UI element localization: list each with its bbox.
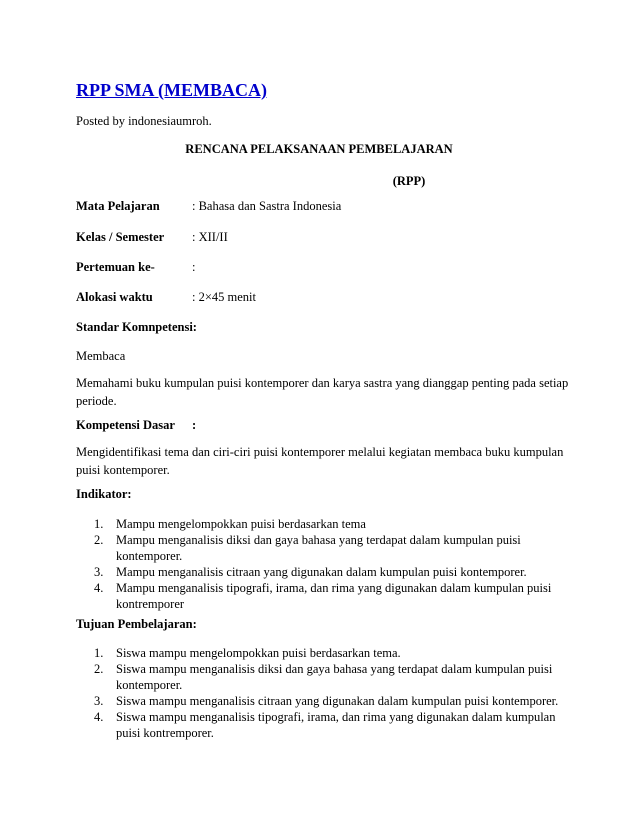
list-item: 4. Mampu menganalisis tipografi, irama, dan rima yang digunakan dalam kumpulan puisi kontremporer <box>94 581 552 611</box>
list-item: 1. Siswa mampu mengelompokkan puisi berdasarkan tema. <box>94 646 401 660</box>
kompetensi-dasar-text: Mengidentifikasi tema dan ciri-ciri puisi kontemporer melalui kegiatan membaca buku kumpulan puisi kontemporer. <box>76 445 564 477</box>
field-value-alokasi: : 2×45 menit <box>192 290 256 304</box>
indikator-label: Indikator: <box>76 487 132 501</box>
field-value-pertemuan: : <box>192 260 196 274</box>
field-label-mata-pelajaran: Mata Pelajaran <box>76 199 160 213</box>
document-title-link[interactable]: RPP SMA (MEMBACA) <box>76 80 267 100</box>
field-label-pertemuan: Pertemuan ke- <box>76 260 155 274</box>
field-label-alokasi: Alokasi waktu <box>76 290 153 304</box>
field-label-kelas: Kelas / Semester <box>76 230 165 244</box>
list-item: 3. Siswa mampu menganalisis citraan yang digunakan dalam kumpulan puisi kontemporer. <box>94 694 559 708</box>
posted-by: Posted by indonesiaumroh. <box>76 114 212 128</box>
tujuan-label: Tujuan Pembelajaran: <box>76 617 197 631</box>
list-item: 1. Mampu mengelompokkan puisi berdasarkan tema <box>94 517 366 531</box>
list-item: 4. Siswa mampu menganalisis tipografi, irama, dan rima yang digunakan dalam kumpulan puisi kontremporer. <box>94 710 556 740</box>
subheading-rpp: (RPP) <box>392 174 426 188</box>
list-item: 3. Mampu menganalisis citraan yang digunakan dalam kumpulan puisi kontemporer. <box>94 565 527 579</box>
list-item: 2. Siswa mampu menganalisis diksi dan gaya bahasa yang terdapat dalam kumpulan puisi kontemporer. <box>94 662 553 692</box>
field-value-kelas: : XII/II <box>192 230 228 244</box>
kompetensi-dasar-label: Kompetensi Dasar <box>76 418 175 432</box>
heading-rpp: RENCANA PELAKSANAAN PEMBELAJARAN <box>185 142 453 156</box>
standar-kompetensi-sub: Membaca <box>76 349 126 363</box>
standar-kompetensi-text: Memahami buku kumpulan puisi kontemporer dan karya sastra yang dianggap penting pada setiap periode. <box>76 376 569 408</box>
standar-kompetensi-label: Standar Komnpetensi: <box>76 320 197 334</box>
field-value-mata-pelajaran: : Bahasa dan Sastra Indonesia <box>192 199 342 213</box>
kompetensi-dasar-colon: : <box>192 418 197 432</box>
list-item: 2. Mampu menganalisis diksi dan gaya bahasa yang terdapat dalam kumpulan puisi kontemporer. <box>94 533 521 563</box>
